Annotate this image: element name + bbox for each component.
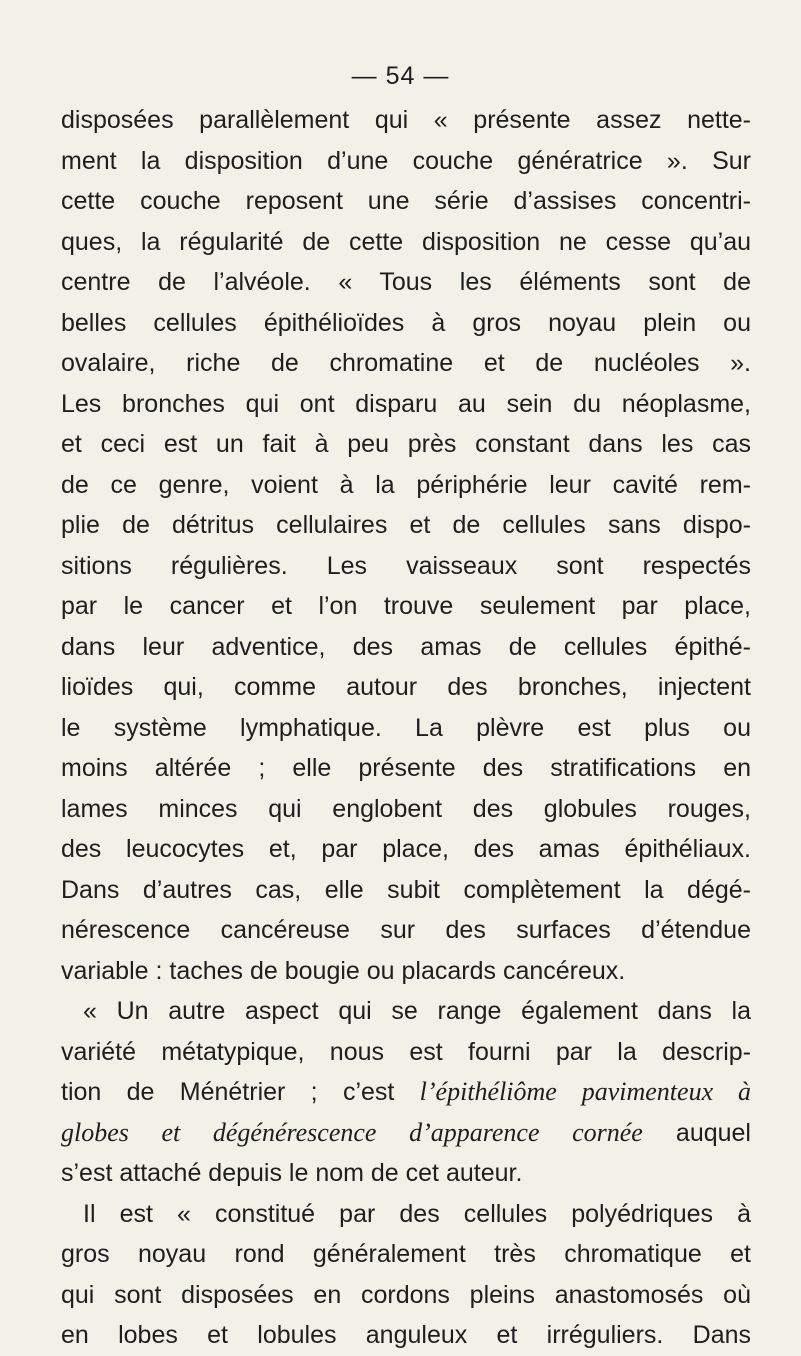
text-segment: tion de Ménétrier ; c’est [61,1078,420,1106]
text-line: variété métatypique, nous est fourni par la descrip- [61,1037,751,1066]
text-line: de ce genre, voient à la périphérie leur cavité rem- [61,470,751,499]
italic-title-segment: l’épithéliôme pavimenteux à [419,1077,751,1106]
text-line: « Un autre aspect qui se range également dans la [83,997,751,1025]
text-line: disposées parallèlement qui « présente assez nette- [61,106,751,134]
text-segment: auquel [642,1118,751,1147]
text-line: Dans d’autres cas, elle subit complètement la dégé- [61,875,751,904]
text-line [61,1072,751,1113]
text-line: plie de détritus cellulaires et de cellules sans dispo- [61,511,751,539]
text-line: ques, la régularité de cette disposition ne cesse qu’au [61,227,751,256]
text-line: centre de l’alvéole. « Tous les éléments sont de [61,268,751,296]
text-line [61,1113,751,1154]
text-line: lames minces qui englobent des globules rouges, [61,794,751,823]
text-line: lioïdes qui, comme autour des bronches, injectent [61,673,751,701]
text-line: sitions régulières. Les vaisseaux sont respectés [61,551,751,580]
body-text [61,100,751,1356]
text-line: s’est attaché depuis le nom de cet auteur. [61,1159,523,1187]
text-line: Il est « constitué par des cellules polyédriques à [83,1199,751,1228]
text-line: qui sont disposées en cordons pleins anastomosés où [61,1280,751,1309]
text-line: variable : taches de bougie ou placards cancéreux. [61,956,626,985]
text-line: belles cellules épithélioïdes à gros noyau plein ou [61,308,751,337]
text-line: ment la disposition d’une couche génératrice ». Sur [61,146,751,175]
text-line: dans leur adventice, des amas de cellules épithé- [61,632,751,661]
text-line: et ceci est un fait à peu près constant dans les cas [61,430,751,458]
text-line: des leucocytes et, par place, des amas épithéliaux. [61,835,751,863]
text-line: en lobes et lobules anguleux et irréguliers. Dans [61,1321,751,1349]
text-line: par le cancer et l’on trouve seulement par place, [61,592,751,620]
text-line: Les bronches qui ont disparu au sein du néoplasme, [61,389,751,418]
text-line: cette couche reposent une série d’assises concentri- [61,187,751,215]
text-line: gros noyau rond généralement très chromatique et [61,1240,751,1268]
text-line: le système lymphatique. La plèvre est plus ou [61,713,751,742]
text-line: ovalaire, riche de chromatine et de nucléoles ». [61,349,751,377]
italic-title-segment: globes et dégénérescence d’apparence cornée [61,1117,643,1147]
text-line: moins altérée ; elle présente des stratifications en [61,754,751,782]
page-number: — 54 — [351,62,450,90]
text-line: nérescence cancéreuse sur des surfaces d’étendue [61,916,751,944]
